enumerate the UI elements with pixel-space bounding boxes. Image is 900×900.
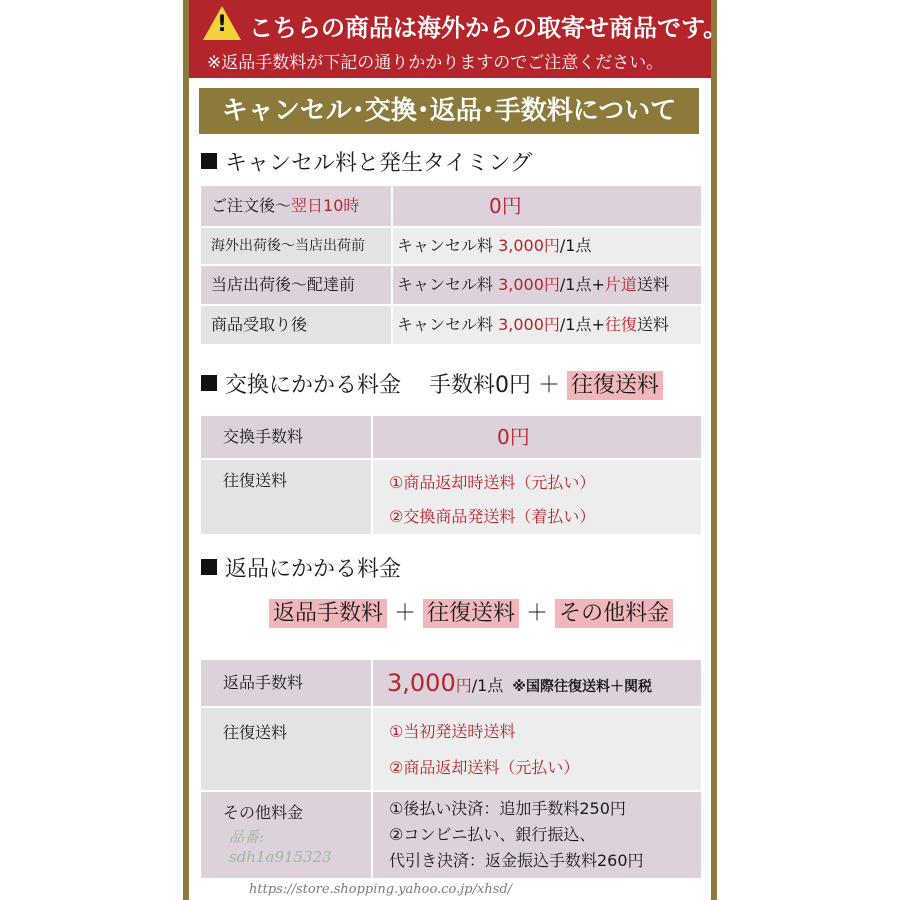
cancel-row-value: キャンセル料 3,000円/1点+往復送料	[393, 306, 701, 344]
exchange-fee-highlight: 往復送料	[567, 371, 663, 400]
info-panel	[183, 0, 728, 900]
cancel-row-label: 海外出荷後〜当店出荷前	[201, 228, 391, 264]
returns-row-value: 3,000円/1点 ※国際往復送料＋関税	[373, 660, 701, 706]
returns-row-label: 返品手数料	[201, 660, 371, 706]
exchange-heading: 交換にかかる料金 手数料0円 ＋ 往復送料	[201, 368, 663, 399]
warning-title: こちらの商品は海外からの取寄せ商品です。	[249, 14, 728, 42]
square-bullet-icon	[201, 153, 217, 169]
returns-row-value: ①後払い決済：追加手数料250円 ②コンビニ払い、銀行振込、 代引き決済：返金振込手数料260円	[373, 792, 701, 878]
cancel-row-label: 商品受取り後	[201, 306, 391, 344]
square-bullet-icon	[201, 375, 217, 391]
cancel-row-value: キャンセル料 3,000円/1点+片道送料	[393, 266, 701, 304]
returns-heading: 返品にかかる料金	[201, 552, 401, 583]
exchange-row-label: 往復送料	[201, 460, 371, 534]
returns-row-label: その他料金	[201, 792, 371, 878]
cancel-row-label: ご注文後〜翌日10時	[201, 186, 391, 226]
watermark-code: sdh1a915323	[229, 848, 332, 866]
cancel-heading: キャンセル料と発生タイミング	[201, 146, 532, 177]
cancel-row-label: 当店出荷後〜配達前	[201, 266, 391, 304]
returns-formula: 返品手数料 ＋ 往復送料 ＋ その他料金	[269, 596, 673, 627]
formula-other: その他料金	[555, 599, 673, 628]
exchange-row-value: 0円	[373, 416, 701, 458]
cancel-row-value: キャンセル料 3,000円/1点	[393, 228, 701, 264]
cancel-row-value: 0円	[393, 186, 701, 226]
returns-row-label: 往復送料	[201, 708, 371, 790]
warning-subtitle: ※返品手数料が下記の通りかかりますのでご注意ください。	[207, 53, 664, 73]
warning-header	[189, 0, 728, 78]
formula-return-fee: 返品手数料	[269, 599, 387, 628]
exchange-row-value: ①商品返却時送料（元払い） ②交換商品発送料（着払い）	[373, 460, 701, 534]
store-url: https://store.shopping.yahoo.co.jp/xhsd/	[249, 882, 513, 897]
section-banner: キャンセル･交換･返品･手数料について	[199, 88, 699, 134]
square-bullet-icon	[201, 559, 217, 575]
formula-shipping: 往復送料	[423, 599, 519, 628]
warning-icon-mark: !	[216, 12, 228, 37]
watermark-label: 品番:	[229, 828, 265, 846]
exchange-row-label: 交換手数料	[201, 416, 371, 458]
returns-row-value: ①当初発送時送料 ②商品返却送料（元払い）	[373, 708, 701, 790]
